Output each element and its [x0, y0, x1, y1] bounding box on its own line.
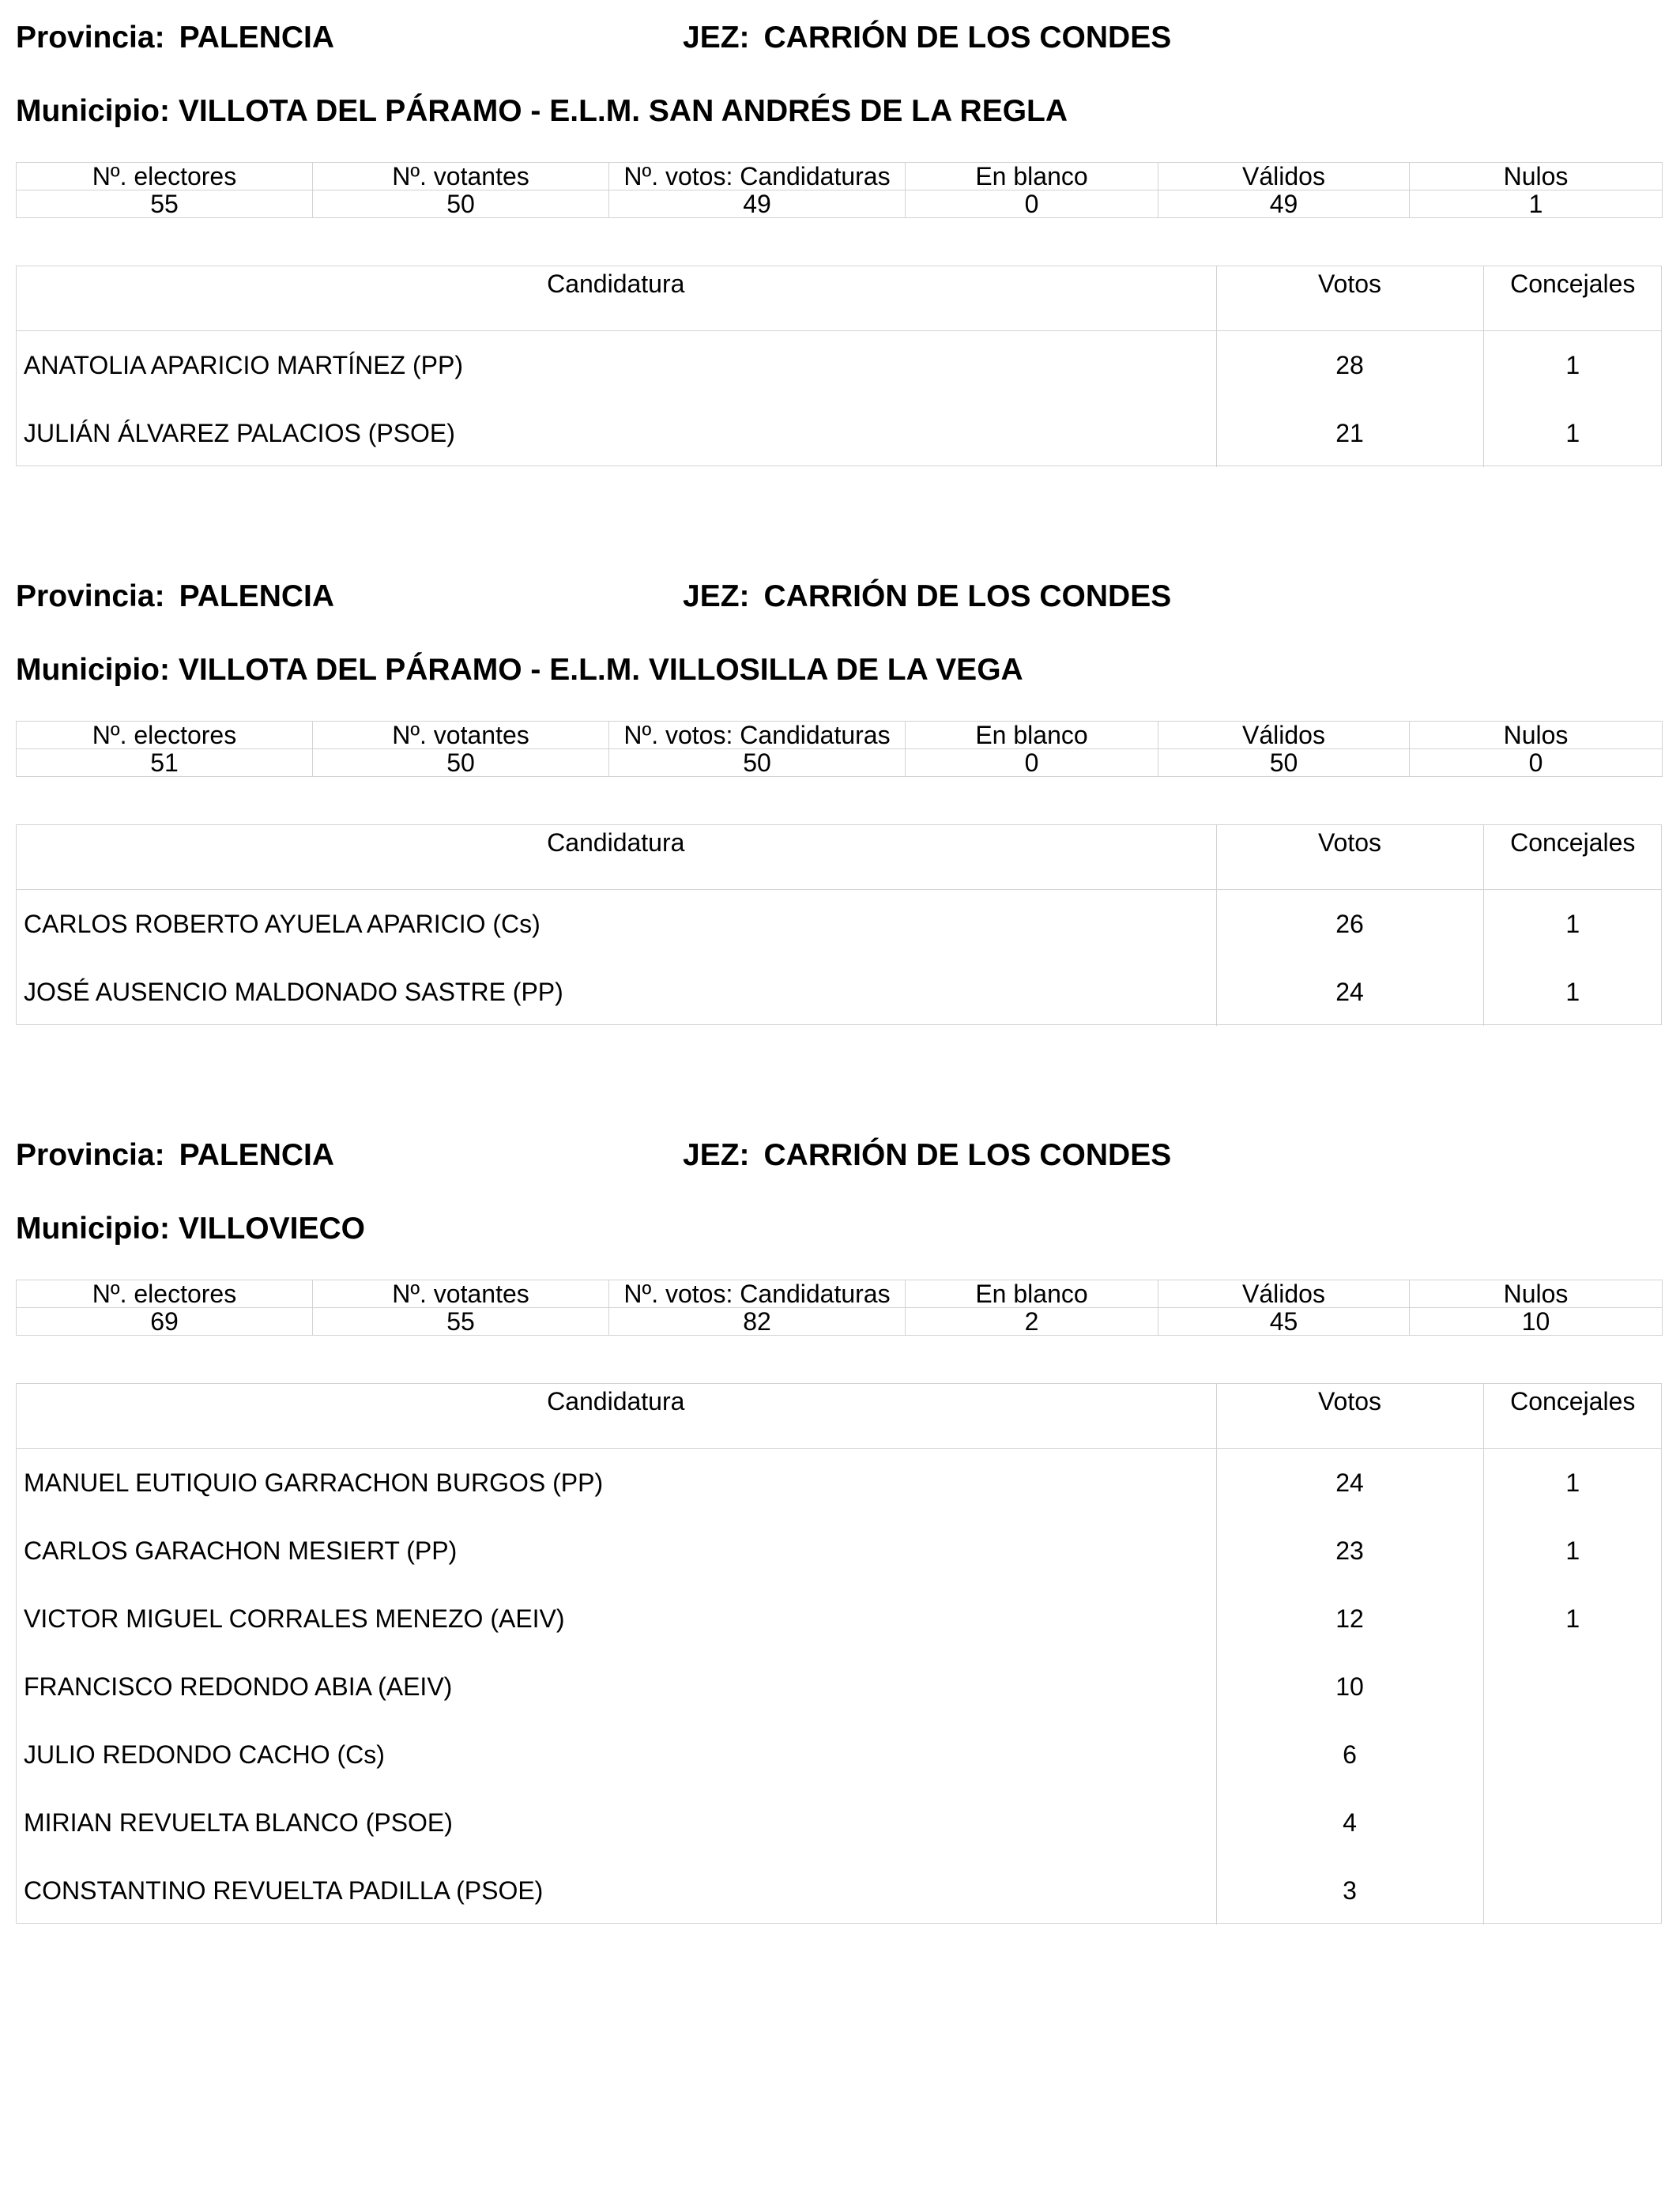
stats-header-cell: Nº. votos: Candidaturas	[609, 722, 906, 749]
candidate-concejales: 1	[1565, 1468, 1580, 1497]
municipio-value: VILLOVIECO	[178, 1212, 366, 1246]
concejales-header: Concejales	[1483, 266, 1662, 331]
municipio-value: VILLOTA DEL PÁRAMO - E.L.M. VILLOSILLA DE LA VEGA	[178, 653, 1023, 687]
jez-label: JEZ:	[683, 1138, 750, 1172]
stats-header-cell: Válidos	[1158, 722, 1410, 749]
stats-value-cell: 50	[609, 749, 906, 777]
provincia-label: Provincia:	[16, 579, 165, 613]
candidate-concejales	[1483, 1789, 1662, 1857]
table-row	[16, 1585, 1662, 1653]
candidate-votos: 21	[1216, 399, 1483, 467]
stats-value-cell: 50	[313, 190, 609, 218]
stats-value-cell: 0	[1410, 749, 1663, 777]
stats-header-cell: Nº. votantes	[313, 163, 609, 190]
stats-header-cell: Nulos	[1410, 163, 1663, 190]
stats-table	[16, 162, 1663, 218]
stats-value-cell: 82	[609, 1308, 906, 1336]
table-row	[16, 890, 1662, 959]
candidate-name: CARLOS ROBERTO AYUELA APARICIO (Cs)	[16, 890, 1216, 959]
candidate-concejales	[1483, 1721, 1662, 1789]
stats-value-cell: 10	[1410, 1308, 1663, 1336]
candidates-table	[16, 266, 1662, 467]
jez-value: CARRIÓN DE LOS CONDES	[763, 21, 1172, 55]
jez-value: CARRIÓN DE LOS CONDES	[763, 1138, 1172, 1172]
candidate-concejales	[1483, 1653, 1662, 1721]
provincia-value: PALENCIA	[179, 579, 335, 613]
table-row	[16, 1857, 1662, 1924]
stats-value-row	[17, 749, 1663, 777]
candidate-concejales: 1	[1565, 1604, 1580, 1633]
votos-header: Votos	[1216, 825, 1483, 890]
candidates-header-row	[16, 825, 1662, 890]
provincia-label: Provincia:	[16, 21, 165, 55]
stats-header-cell: Válidos	[1158, 163, 1410, 190]
stats-value-cell: 45	[1158, 1308, 1410, 1336]
municipio-label: Municipio:	[16, 653, 170, 687]
stats-value-cell: 51	[17, 749, 313, 777]
jez-label: JEZ:	[683, 21, 750, 55]
candidate-name: MANUEL EUTIQUIO GARRACHON BURGOS (PP)	[16, 1449, 1216, 1517]
table-row	[16, 1449, 1662, 1517]
jez-heading	[683, 1138, 1171, 1173]
candidate-name: JULIÁN ÁLVAREZ PALACIOS (PSOE)	[16, 399, 1216, 467]
stats-header-cell: Nº. votantes	[313, 722, 609, 749]
jez-heading	[683, 21, 1171, 55]
provincia-label: Provincia:	[16, 1138, 165, 1172]
stats-value-cell: 50	[1158, 749, 1410, 777]
stats-header-cell: Válidos	[1158, 1280, 1410, 1308]
candidate-name: JULIO REDONDO CACHO (Cs)	[16, 1721, 1216, 1789]
stats-table	[16, 721, 1663, 777]
candidate-name: MIRIAN REVUELTA BLANCO (PSOE)	[16, 1789, 1216, 1857]
candidate-concejales: 1	[1565, 350, 1580, 379]
municipio-value: VILLOTA DEL PÁRAMO - E.L.M. SAN ANDRÉS DE LA REGLA	[178, 94, 1068, 128]
table-row	[16, 331, 1662, 400]
jez-heading	[683, 579, 1171, 614]
candidate-votos: 28	[1216, 331, 1483, 400]
candidate-name: ANATOLIA APARICIO MARTÍNEZ (PP)	[16, 331, 1216, 400]
provincia-heading	[16, 1138, 334, 1173]
stats-header-row	[17, 163, 1663, 190]
stats-header-cell: Nº. votos: Candidaturas	[609, 1280, 906, 1308]
provincia-heading	[16, 21, 334, 55]
candidate-votos: 23	[1216, 1517, 1483, 1585]
stats-header-cell: Nulos	[1410, 1280, 1663, 1308]
table-row	[16, 399, 1662, 467]
candidate-name: JOSÉ AUSENCIO MALDONADO SASTRE (PP)	[16, 958, 1216, 1026]
stats-value-cell: 0	[906, 749, 1158, 777]
candidate-votos: 10	[1216, 1653, 1483, 1721]
candidate-name: FRANCISCO REDONDO ABIA (AEIV)	[16, 1653, 1216, 1721]
stats-header-cell: Nº. electores	[17, 722, 313, 749]
stats-header-cell: Nº. electores	[17, 163, 313, 190]
municipio-label: Municipio:	[16, 1212, 170, 1246]
table-row	[16, 1789, 1662, 1857]
candidate-concejales: 1	[1565, 909, 1580, 938]
candidatura-header: Candidatura	[16, 1384, 1216, 1449]
stats-value-row	[17, 1308, 1663, 1336]
votos-header: Votos	[1216, 266, 1483, 331]
table-row	[16, 1721, 1662, 1789]
municipio-label: Municipio:	[16, 94, 170, 128]
stats-header-cell: Nº. votos: Candidaturas	[609, 163, 906, 190]
candidates-header-row	[16, 266, 1662, 331]
municipio-heading	[16, 94, 1068, 129]
stats-table	[16, 1280, 1663, 1336]
provincia-heading	[16, 579, 334, 614]
candidate-votos: 6	[1216, 1721, 1483, 1789]
jez-value: CARRIÓN DE LOS CONDES	[763, 579, 1172, 613]
stats-value-cell: 1	[1410, 190, 1663, 218]
votos-header: Votos	[1216, 1384, 1483, 1449]
table-row	[16, 1653, 1662, 1721]
candidate-concejales	[1483, 1857, 1662, 1924]
stats-header-cell: Nº. electores	[17, 1280, 313, 1308]
stats-header-row	[17, 722, 1663, 749]
candidate-votos: 24	[1216, 958, 1483, 1026]
candidate-votos: 12	[1216, 1585, 1483, 1653]
stats-header-cell: Nº. votantes	[313, 1280, 609, 1308]
concejales-header: Concejales	[1483, 1384, 1662, 1449]
jez-label: JEZ:	[683, 579, 750, 613]
provincia-value: PALENCIA	[179, 21, 335, 55]
stats-header-cell: Nulos	[1410, 722, 1663, 749]
candidate-votos: 3	[1216, 1857, 1483, 1924]
candidate-name: VICTOR MIGUEL CORRALES MENEZO (AEIV)	[16, 1585, 1216, 1653]
stats-value-cell: 0	[906, 190, 1158, 218]
stats-header-cell: En blanco	[906, 1280, 1158, 1308]
stats-value-cell: 55	[17, 190, 313, 218]
candidate-votos: 24	[1216, 1449, 1483, 1517]
table-row	[16, 1517, 1662, 1585]
candidate-votos: 26	[1216, 890, 1483, 959]
stats-header-cell: En blanco	[906, 722, 1158, 749]
candidatura-header: Candidatura	[16, 825, 1216, 890]
stats-value-cell: 69	[17, 1308, 313, 1336]
stats-value-cell: 50	[313, 749, 609, 777]
concejales-header: Concejales	[1483, 825, 1662, 890]
provincia-value: PALENCIA	[179, 1138, 335, 1172]
candidate-name: CONSTANTINO REVUELTA PADILLA (PSOE)	[16, 1857, 1216, 1924]
stats-value-cell: 55	[313, 1308, 609, 1336]
table-row	[16, 958, 1662, 1026]
candidate-concejales: 1	[1565, 1536, 1580, 1565]
stats-value-row	[17, 190, 1663, 218]
candidate-name: CARLOS GARACHON MESIERT (PP)	[16, 1517, 1216, 1585]
candidates-table	[16, 1384, 1662, 1924]
candidate-concejales: 1	[1565, 977, 1580, 1006]
candidates-header-row	[16, 1384, 1662, 1449]
municipio-heading	[16, 1212, 365, 1246]
stats-value-cell: 49	[1158, 190, 1410, 218]
candidatura-header: Candidatura	[16, 266, 1216, 331]
candidates-table	[16, 825, 1662, 1026]
stats-value-cell: 2	[906, 1308, 1158, 1336]
stats-header-cell: En blanco	[906, 163, 1158, 190]
candidate-concejales: 1	[1565, 418, 1580, 447]
candidate-votos: 4	[1216, 1789, 1483, 1857]
stats-header-row	[17, 1280, 1663, 1308]
municipio-heading	[16, 653, 1023, 688]
stats-value-cell: 49	[609, 190, 906, 218]
